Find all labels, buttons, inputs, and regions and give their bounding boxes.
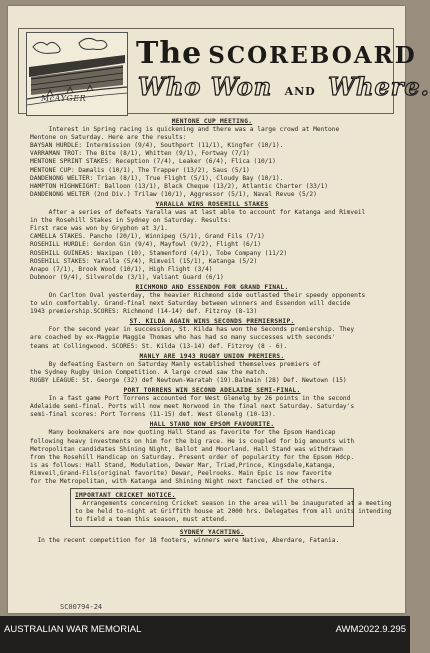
article-line: First race was won by Gryphon at 3/1. <box>30 225 168 233</box>
section-heading-text: MENTONE CUP MEETING. <box>171 118 253 125</box>
article-line: semi-final scores: Port Torrens (11-15) def. West Glenelg (10-13). <box>30 411 276 419</box>
news-section <box>30 353 394 385</box>
article-line: Arrangements concerning Cricket season in the area will be inaugurated at a meeting <box>75 500 392 508</box>
article-line: By defeating Eastern on Saturday Manly established themselves premiers of <box>30 360 321 368</box>
footer-institution: AUSTRALIAN WAR MEMORIAL <box>4 624 142 635</box>
article-line: BAYSAN HURDLE: Intermission (9/4), Southport (11/1), Kingfer (10/1). <box>30 142 284 150</box>
article-line: in the Rosehill Stakes in Sydney on Saturday. Results: <box>30 217 232 225</box>
article-line: For the second year in succession, St. Kilda has won the Seconds premiership. They <box>30 326 355 334</box>
article-line: After a series of defeats Yaralla was at last able to account for Katanga and Rimveil <box>30 209 366 217</box>
section-heading <box>30 201 394 209</box>
article-line: ROSEHILL HURDLE: Gordon Gin (9/4), Mayfowl (9/2), Flight (6/1) <box>30 241 261 249</box>
section-heading-text: YARALLA WINS ROSEHILL STAKES <box>155 200 269 208</box>
section-heading-text: HALL STAND NOW EPSOM FAVOURITE. <box>149 421 275 429</box>
article-line: for the Metropolitan, with Katanga and Shining Night next fancied of the others. <box>30 478 329 486</box>
section-heading-text: MANLY ARE 1943 RUGBY UNION PREMIERS. <box>139 352 285 360</box>
section-heading-text: IMPORTANT CRICKET NOTICE. <box>75 492 176 500</box>
article-line: CAMELLA STAKES. Pancho (20/1), Winnipeg (5/1), Grand Fils (7/1) <box>30 233 265 241</box>
news-section <box>30 421 394 486</box>
section-heading <box>30 318 394 326</box>
news-section <box>30 284 394 316</box>
article-line: Interest in Spring racing is quickening and there was a large crowd at Mentone <box>30 126 340 134</box>
article-line: In a fast game Port Torrens accounted for West Glenelg by 26 points in the second <box>30 395 351 403</box>
masthead-title <box>136 36 417 71</box>
article-line: are coached by ex-Magpie Maggie Thomas who has had so many successes with seconds' <box>30 334 336 342</box>
section-heading-text: ST. KILDA AGAIN WINS SECONDS PREMIERSHIP. <box>129 318 295 326</box>
title-the: The <box>136 36 203 71</box>
article-line: DANDENONG WELTER (2nd Div.) Trilaw (10/1), Aggressor (5/1), Naval Revue (5/2) <box>30 190 317 198</box>
section-heading-text: SYDNEY YACHTING. <box>179 528 245 536</box>
article-line: 1943 premiership.SCORES: Richmond (14-14) def. Fitzroy (8-13) <box>30 308 258 316</box>
article-line: following heavy investments on him for the big race. He is coupled for big amounts with <box>30 437 355 445</box>
section-heading-text: PORT TORRENS WIN SECOND ADELAIDE SEMI-FINAL. <box>123 387 301 394</box>
section-heading <box>30 353 394 361</box>
article-line: Dubmoor (9/4), Silverolde (3/1), Valiant Guard (6/1) <box>30 273 224 281</box>
archive-footer-bar <box>0 616 410 653</box>
article-line: to be held to-night at Griffith house at 2000 hrs. Delegates from all units intending <box>75 508 392 516</box>
section-heading-text: RICHMOND AND ESSENDON FOR GRAND FINAL. <box>135 283 289 291</box>
article-line: In the recent competition for 18 footers, winners were Native, Aberdare, Fatania. <box>30 536 340 544</box>
accession-stamp: SC00794-24 <box>60 603 103 611</box>
news-content <box>30 116 394 545</box>
article-line: HAMPTON HIGHWEIGHT: Balloon (13/1), Black Cheque (13/2), Atlantic Charter (33/1) <box>30 182 329 190</box>
article-line: Rimveil,Grand-Fils(original favorite) Dewar, Peelrooks. Main Epic is now favorite <box>30 469 332 477</box>
title-scoreboard: SCOREBOARD <box>208 42 417 69</box>
article-line: Adelaide semi-final. Ports will now meet Norwood in the final next Saturday. Saturday's <box>30 403 355 411</box>
article-line: ROSEHILL GUINEAS: Waxipan (10), Stamenford (4/1), Tobe Company (11/2) <box>30 249 288 257</box>
article-line: is as follows: Hall Stand, Modulation, Dewar Mar, Triad,Prince, Kingsdale,Katanga, <box>30 461 336 469</box>
news-section <box>30 118 394 199</box>
news-section <box>30 318 394 350</box>
footer-accession-number: AWM2022.9.295 <box>335 624 406 635</box>
article-line: to field a team this season, must attend. <box>75 516 228 524</box>
article-line: ROSEHILL STAKES: Yaralla (5/4), Rimveil (15/1), Katanga (5/2) <box>30 257 258 265</box>
news-section <box>30 387 394 419</box>
section-heading <box>30 421 394 429</box>
article-line: RUGBY LEAGUE: St. George (32) def Newtown-Waratah (19).Balmain (28) Def. Newtown (15) <box>30 376 347 384</box>
article-line: Metropolitan candidates Shining Night, Ballot and Moorland. Hall Stand was withdrawn <box>30 445 343 453</box>
newsletter-page <box>8 6 430 613</box>
news-section <box>30 201 394 282</box>
article-line: Anapo (7/1), Brook Wood (10/1), High Flight (3/4) <box>30 265 213 273</box>
racecourse-illustration <box>26 32 128 116</box>
subtitle-who-won: Who Won <box>138 72 273 101</box>
section-heading <box>30 118 394 126</box>
masthead <box>8 6 430 116</box>
article-line: teams at Collingwood. SCORES: St. Kilda (13-14) def. Fitzroy (8 - 6). <box>30 342 288 350</box>
article-line: MENTONE CUP: Damalis (10/1), The Trapper (13/2), Saus (5/1) <box>30 166 250 174</box>
news-section <box>30 529 394 545</box>
article-line: MENTONE SPRINT STAKES: Reception (7/4), Leaker (6/4), Flica (10/1) <box>30 158 276 166</box>
article-line: from the Rosehill Handicap on Saturday. Present order of popularity for the Epsom Hdcp. <box>30 453 355 461</box>
article-line: Many bookmakers are now quoting Hall Stand as favorite for the Epsom Handicap <box>30 429 336 437</box>
article-line: Mentone on Saturday. Here are the results: <box>30 134 187 142</box>
article-line: the Sydney Rugby Union Competition. A large crowd saw the match. <box>30 368 269 376</box>
article-line: to win comfortably. Grand-final next Saturday between winners and Essendon will decide <box>30 300 351 308</box>
subtitle-and: AND <box>284 85 316 98</box>
notice-box <box>70 488 392 526</box>
artist-signature: McAYGER <box>41 94 87 103</box>
subtitle-where: Where. <box>328 72 430 101</box>
article-line: On Carlton Oval yesterday, the heavier Richmond side outlasted their speedy opponents <box>30 291 366 299</box>
article-line: VARRAMAN TROT: The Bite (8/1), Whitten (9/1), Fortway (7/1) <box>30 150 250 158</box>
section-heading <box>75 492 349 500</box>
section-heading <box>30 284 394 292</box>
news-section <box>30 488 394 526</box>
article-line: DANDENONG WELTER: Trian (8/1), True Flight (5/1), Cloudy Bay (10/1). <box>30 174 284 182</box>
section-heading <box>30 529 394 537</box>
section-heading <box>30 387 394 395</box>
masthead-subtitle <box>138 72 430 101</box>
